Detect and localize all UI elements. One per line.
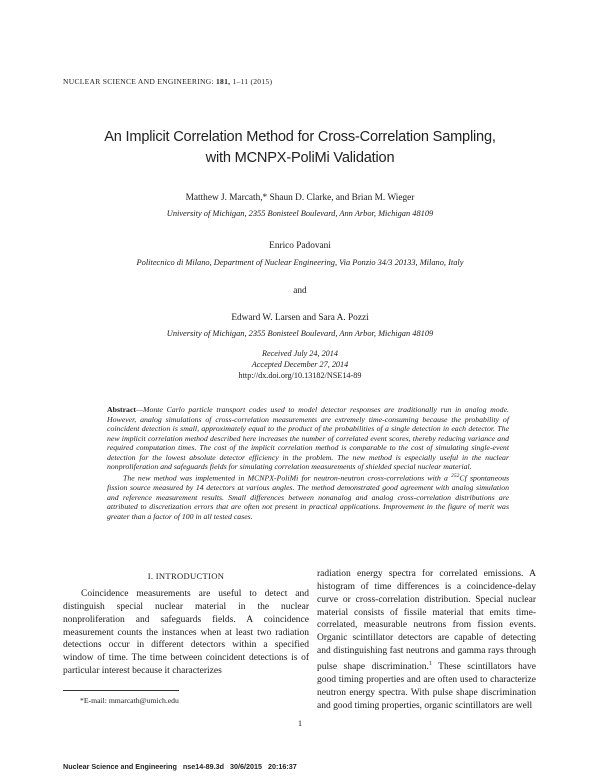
- doi-link[interactable]: http://dx.doi.org/10.13182/NSE14-89: [238, 371, 362, 380]
- abstract-label: Abstract: [107, 405, 137, 414]
- footer-file: nse14-89.3d: [182, 762, 224, 771]
- author-group-3: Edward W. Larsen and Sara A. Pozzi: [231, 313, 369, 323]
- paper-title-line-1: An Implicit Correlation Method for Cross-Correlation Sampling,: [104, 129, 496, 145]
- footer-time: 20:16:37: [267, 762, 297, 771]
- right-column: [317, 568, 536, 712]
- reference-superscript[interactable]: 1: [428, 660, 432, 667]
- paper-title-line-2: with MCNPX-PoliMi Validation: [205, 150, 395, 166]
- intro-paragraph-left: Coincidence measurements are useful to detect and distinguish special nuclear material in the nuclear nonproliferation and safeguards fields. A coincidence measurement counts the instances when at least two radiation detections occur in different detectors within a specified window of time. The time between coincident detections is of particular interest because it characterizes: [63, 589, 309, 677]
- section-heading: I. INTRODUCTION: [147, 571, 225, 581]
- footnote: *E-mail: mmarcath@umich.edu: [80, 696, 179, 705]
- left-column: [63, 588, 309, 678]
- abstract-paragraph-2b: Cf spontaneous fission source measured by 14 detectors at various angles. The method demonstrated good agreement with analog simulation and reference measurement results. Small differences between nonanalog and analog cross-correlation distributions are attributed to discretization errors that are often not present in practical applications. Improvement in the figure of merit was greater than a factor of 100 in all tested cases.: [107, 473, 509, 521]
- page-number: 1: [297, 718, 303, 728]
- footer-date: 30/6/2015: [230, 762, 262, 771]
- affiliation-2: Politecnico di Milano, Department of Nuclear Engineering, Via Ponzio 34/3 20133, Milano, Italy: [136, 258, 464, 267]
- journal-volume: 181,: [215, 77, 231, 86]
- footer-journal: Nuclear Science and Engineering: [63, 762, 177, 771]
- abstract-paragraph-1: —Monte Carlo particle transport codes used to model detector responses are traditionally run in analog mode. However, analog simulations of cross-correlation measurements are extremely time-consuming because the probability of coincident detection is small, approximately equal to the product of the probabilities of a single detection in each detector. The new implicit correlation method described here increases the number of correlated event scores, thereby reducing variance and required computation times. The cost of the implicit correlation method is comparable to the cost of simulating single-event detection for the lowest absolute detector efficiency in the problem. The new method is especially useful in the nuclear nonproliferation and safeguards fields for simulating correlation measurements of shielded special nuclear material.: [107, 405, 509, 472]
- affiliation-1: University of Michigan, 2355 Bonisteel Boulevard, Ann Arbor, Michigan 48109: [166, 209, 434, 218]
- journal-header: [63, 77, 272, 86]
- journal-pages-year: 1–11 (2015): [232, 77, 273, 86]
- dates-block: [0, 348, 600, 381]
- and-separator: and: [293, 286, 307, 296]
- abstract-paragraph-2a: The new method was implemented in MCNPX-PoliMi for neutron-neutron cross-correlations with a: [123, 473, 452, 483]
- production-footer: [63, 762, 297, 771]
- affiliation-3: University of Michigan, 2355 Bonisteel Boulevard, Ann Arbor, Michigan 48109: [166, 329, 434, 338]
- journal-name: NUCLEAR SCIENCE AND ENGINEERING:: [63, 77, 214, 86]
- intro-paragraph-right-a: radiation energy spectra for correlated emissions. A histogram of time differences is a coincidence-delay curve or cross-correlation distribution. Special nuclear material consists of fissile material that emits time-correlated, measurable neutrons from fission events. Organic scintillator detectors are capable of detecting and distinguishing fast neutrons and gamma rays through pulse shape discrimination.: [317, 569, 536, 673]
- abstract: [107, 405, 509, 521]
- footnote-rule: [63, 690, 179, 691]
- author-group-2: Enrico Padovani: [269, 241, 331, 251]
- intro-paragraph-right-b: These scintillators have good timing properties and are often used to characterize neutron energy spectra. With pulse shape discrimination and good timing properties, organic scintillators are well: [317, 662, 536, 711]
- isotope-superscript: 252: [451, 472, 460, 479]
- author-group-1: Matthew J. Marcath,* Shaun D. Clarke, and Brian M. Wieger: [185, 193, 415, 203]
- received-date: Received July 24, 2014: [262, 349, 338, 358]
- accepted-date: Accepted December 27, 2014: [251, 360, 349, 369]
